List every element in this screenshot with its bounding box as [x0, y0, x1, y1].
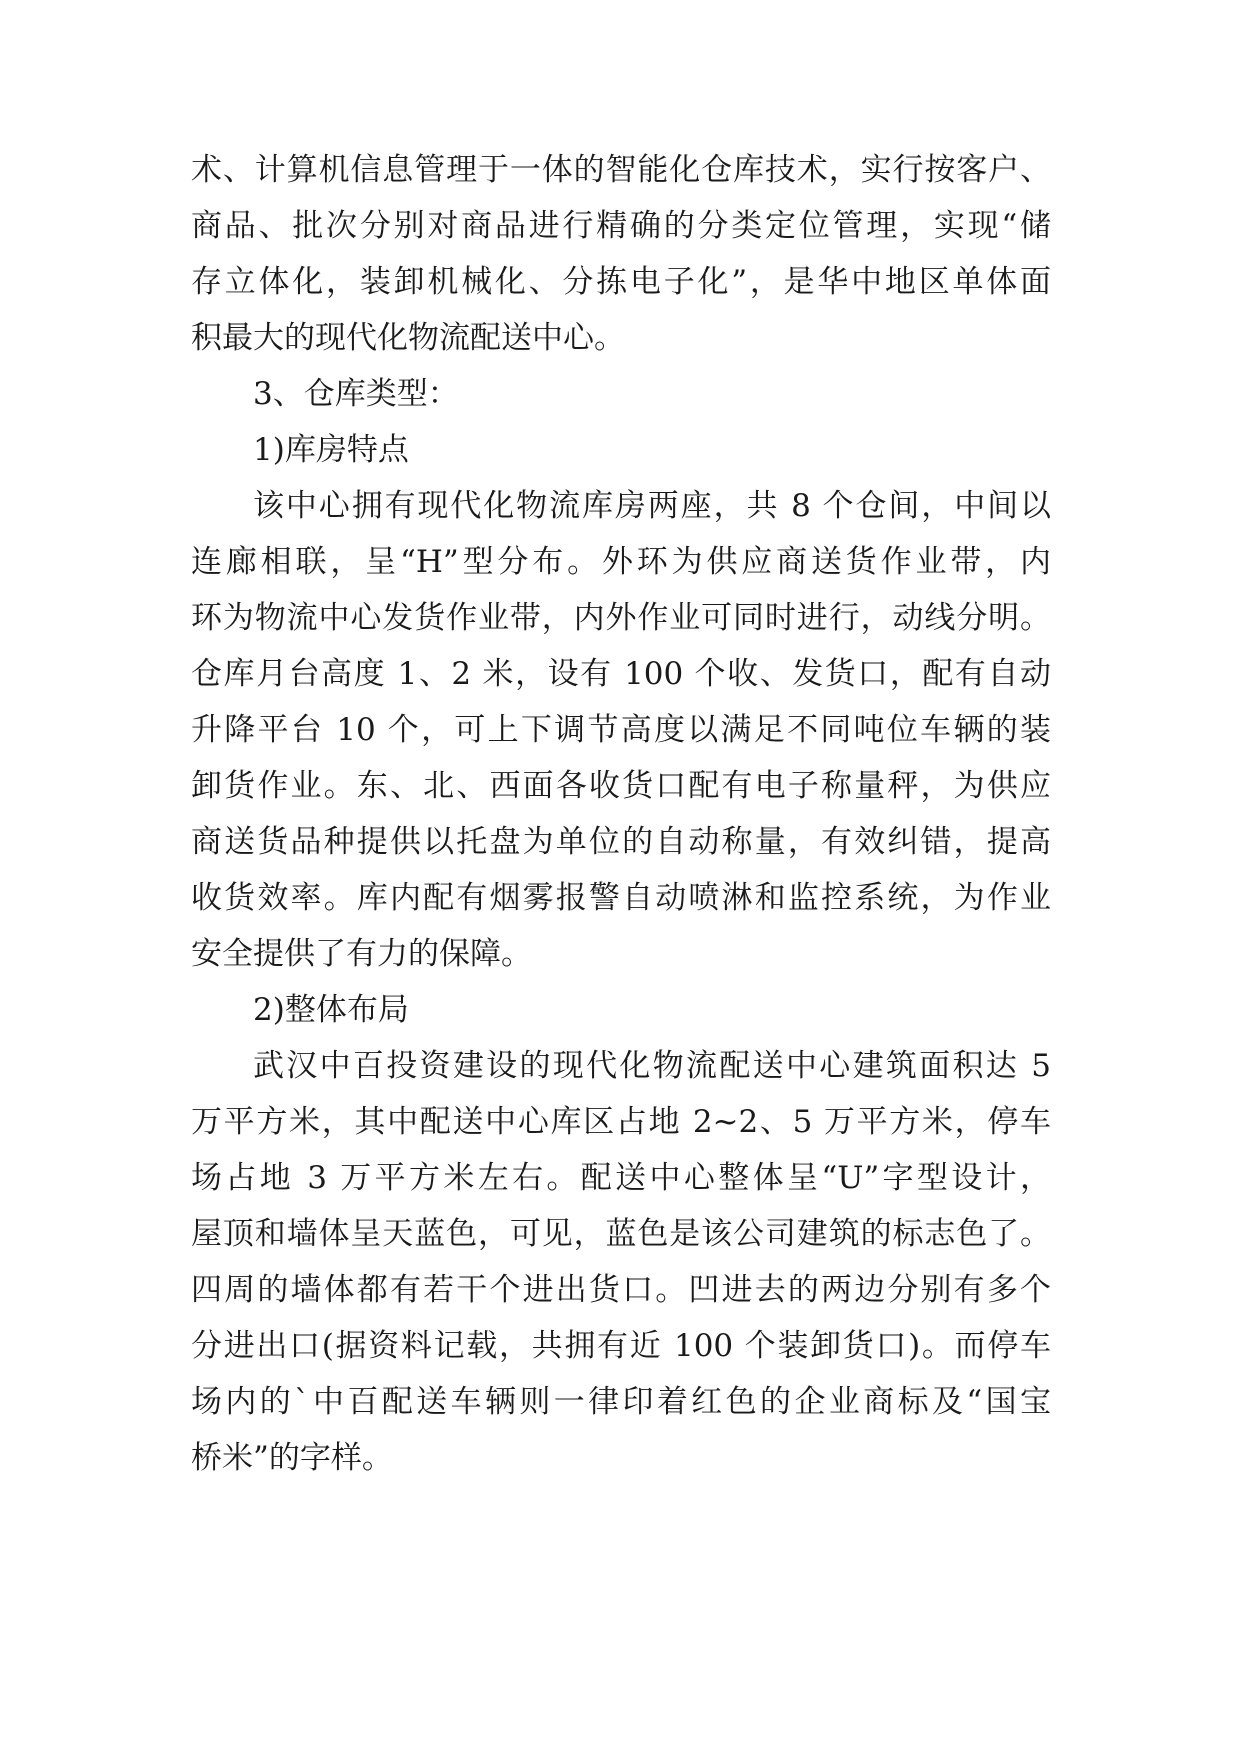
- paragraph-line: 积最大的现代化物流配送中心。: [191, 320, 625, 356]
- paragraph-line: 收货效率。库内配有烟雾报警自动喷淋和监控系统，为作业: [191, 880, 1051, 916]
- paragraph-line: 商送货品种提供以托盘为单位的自动称量，有效纠错，提高: [191, 824, 1051, 860]
- paragraph-line: 四周的墙体都有若干个进出货口。凹进去的两边分别有多个: [191, 1272, 1051, 1308]
- paragraph-line: 万平方米，其中配送中心库区占地 2~2、5 万平方米，停车: [191, 1104, 1051, 1140]
- paragraph-line: 卸货作业。东、北、西面各收货口配有电子称量秤，为供应: [191, 768, 1051, 804]
- paragraph-line: 该中心拥有现代化物流库房两座，共 8 个仓间，中间以: [253, 488, 1051, 524]
- paragraph-line: 场占地 3 万平方米左右。配送中心整体呈“U”字型设计，: [191, 1160, 1051, 1196]
- paragraph-line: 术、计算机信息管理于一体的智能化仓库技术，实行按客户、: [191, 152, 1051, 188]
- paragraph-line: 升降平台 10 个，可上下调节高度以满足不同吨位车辆的装: [191, 712, 1051, 748]
- paragraph-line: 环为物流中心发货作业带，内外作业可同时进行，动线分明。: [191, 600, 1051, 636]
- subsection-heading: 1)库房特点: [253, 432, 409, 468]
- paragraph-line: 存立体化，装卸机械化、分拣电子化”，是华中地区单体面: [191, 264, 1051, 300]
- paragraph-line: 商品、批次分别对商品进行精确的分类定位管理，实现“储: [191, 208, 1051, 244]
- paragraph-line: 连廊相联，呈“H”型分布。外环为供应商送货作业带，内: [191, 544, 1051, 580]
- section-heading: 3、仓库类型：: [253, 376, 459, 412]
- paragraph-line: 仓库月台高度 1、2 米，设有 100 个收、发货口，配有自动: [191, 656, 1051, 692]
- paragraph-line: 武汉中百投资建设的现代化物流配送中心建筑面积达 5: [253, 1048, 1051, 1084]
- subsection-heading: 2)整体布局: [253, 992, 409, 1028]
- paragraph-line: 桥米”的字样。: [191, 1440, 393, 1476]
- paragraph-line: 分进出口(据资料记载，共拥有近 100 个装卸货口)。而停车: [191, 1328, 1051, 1364]
- paragraph-line: 安全提供了有力的保障。: [191, 936, 532, 972]
- paragraph-line: 场内的`中百配送车辆则一律印着红色的企业商标及“国宝: [191, 1384, 1051, 1420]
- paragraph-line: 屋顶和墙体呈天蓝色，可见，蓝色是该公司建筑的标志色了。: [191, 1216, 1051, 1252]
